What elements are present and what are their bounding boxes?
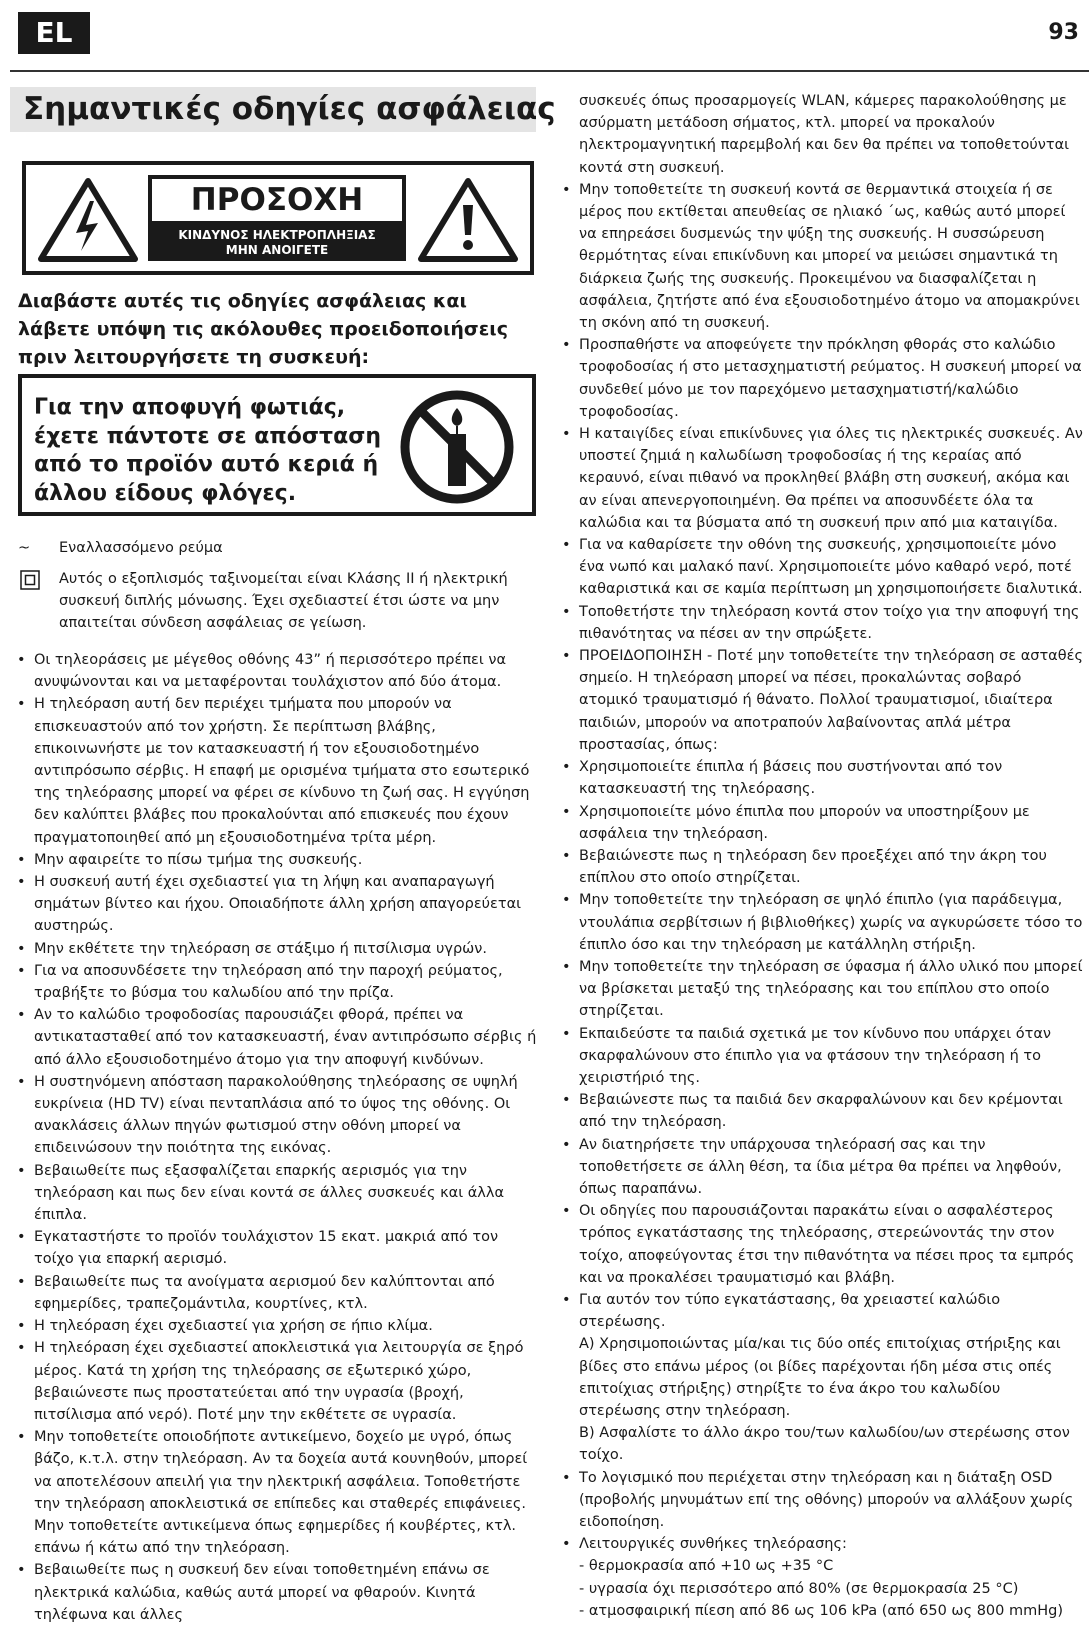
list-item: • Βεβαιωθείτε πως τα ανοίγματα αερισμού δεν καλύπτονται από εφημερίδες, τραπεζομάντιλα, κουρτίνες, κτλ. [12,1271,542,1315]
fire-warning-text: Για την αποφυγή φωτιάς, έχετε πάντοτε σε απόσταση από το προϊόν αυτό κεριά ή άλλου είδους φλόγες. [34,395,381,506]
condition-pressure: - ατμοσφαιρική πίεση από 86 ως 106 kPa (από 650 ως 800 mmHg) [579,1602,1063,1619]
list-item: • Βεβαιώνεστε πως η τηλεόραση δεν προεξέχει από την άκρη του επίπλου στο οποίο στηρίζεται. [557,845,1083,889]
list-item: • Η τηλεόραση έχει σχεδιαστεί αποκλειστικά για λειτουργία σε ξηρό μέρος. Κατά τη χρήση της τηλεόρασης σε εξωτερικό χώρο, βεβαιώνεστε πως προστατεύεται από την υγρασία (βροχή, πιτσίλισμα από νερό). Ποτέ μην την εκθέτετε σε υγρασία. [12,1337,542,1426]
list-item: • Η τηλεόραση έχει σχεδιαστεί για χρήση σε ήπιο κλίμα. [12,1315,542,1337]
install-step-a: A) Χρησιμοποιώντας μία/και τις δύο οπές επιτοίχιας στήριξης και βίδες στο επάνω μέρος (οι βίδες παρέχονται ήδη μέσα στις οπές επιτοίχιας στήριξης) στηρίξτε το ένα άκρο του καλωδίου στερέωσης στην τηλεόραση. [579,1336,1061,1419]
list-item: • Για αυτόν τον τύπο εγκατάστασης, θα χρειαστεί καλώδιο στερέωσης. [557,1289,1083,1333]
list-item: • Βεβαιωθείτε πως η συσκευή δεν είναι τοποθετημένη επάνω σε ηλεκτρικά καλώδια, καθώς αυτά μπορεί να φθαρούν. Κινητά τηλέφωνα και άλλες [12,1559,542,1626]
list-item: • Οι τηλεοράσεις με μέγεθος οθόνης 43” ή περισσότερο πρέπει να ανυψώνονται και να μεταφέρονται τουλάχιστον από δύο άτομα. [12,649,542,693]
list-item: • Η συσκευή αυτή έχει σχεδιαστεί για τη λήψη και αναπαραγωγή σημάτων βίντεο και ήχου. Οποιαδήποτε άλλη χρήση απαγορεύεται αυστηρώς. [12,871,542,938]
intro-text: Διαβάστε αυτές τις οδηγίες ασφάλειας και λάβετε υπόψη τις ακόλουθες προειδοποιήσεις πριν λειτουργήσετε τη συσκευή: [18,290,508,368]
caution-panel [148,175,406,261]
list-item: • Η καταιγίδες είναι επικίνδυνες για όλες τις ηλεκτρικές συσκευές. Αν υποστεί ζημιά η καλωδίωση τροφοδοσίας ή της κεραίας από κεραυνό, είναι πιθανό να προκληθεί βλάβη στη συσκευή, ακόμα και αν είναι απενεργοποιημένη. Θα πρέπει να αποσυνδέετε όλα τα καλώδια και τα βύσματα από τη συσκευή πριν από μια καταιγίδα. [557,423,1083,534]
right-column [557,90,1083,1622]
caution-line-2: ΜΗΝ ΑΝΟΙΓΕΤΕ [225,243,329,257]
fire-warning-box [18,374,536,516]
list-item: • Λειτουργικές συνθήκες τηλεόρασης: [557,1533,1083,1555]
list-item: • Η συστηνόμενη απόσταση παρακολούθησης τηλεόρασης σε υψηλή ευκρίνεια (HD TV) είναι πενταπλάσια από το ύψος της οθόνης. Οι ανακλάσεις άλλων πηγών φωτισμού στην οθόνη μπορεί να επιδεινώσουν την ποιότητα της εικόνας. [12,1071,542,1160]
list-item: • Τοποθετήστε την τηλεόραση κοντά στον τοίχο για την αποφυγή της πιθανότητας να πέσει αν την σπρώξετε. [557,601,1083,645]
list-item: • Η τηλεόραση αυτή δεν περιέχει τμήματα που μπορούν να επισκευαστούν από τον χρήστη. Σε περίπτωση βλάβης, επικοινωνήστε με τον κατασκευαστή ή τον εξουσιοδοτημένο αντιπρόσωπο σέρβις. Η επαφή με ορισμένα τμήματα στο εσωτερικό της τηλεόρασης μπορεί να φέρει σε κίνδυνο τη ζωή σας. Η εγγύηση δεν καλύπτει βλάβες που προκαλούνται από επισκευές που έχουν πραγματοποιηθεί από μη εξουσιοδοτημένα τρίτα μέρη. [12,693,542,848]
page-title: Σημαντικές οδηγίες ασφάλειας [10,87,536,132]
list-item: • Αν διατηρήσετε την υπάρχουσα τηλεόρασή σας και την τοποθετήσετε σε άλλη θέση, τα ίδια μέτρα θα πρέπει να ληφθούν, όπως παραπάνω. [557,1134,1083,1201]
ac-symbol-icon: ~ [18,540,31,556]
list-item: • Το λογισμικό που περιέχεται στην τηλεόραση και η διάταξη OSD (προβολής μηνυμάτων επί της οθόνης) μπορούν να αλλάξουν χωρίς ειδοποίηση. [557,1467,1083,1534]
list-item: • Μην αφαιρείτε το πίσω τμήμα της συσκευής. [12,849,542,871]
list-item: • Μην τοποθετείτε τη συσκευή κοντά σε θερμαντικά στοιχεία ή σε μέρος που εκτίθεται απευθείας σε ηλιακό ΄ως, καθώς αυτό μπορεί να επηρεάσει δυσμενώς την ψύξη της συσκευής. Η συσσώρευση θερμότητας είναι επικίνδυνη και μπορεί να μειώσει σημαντικά τη διάρκεια ζωής της συσκευής. Προκειμένου να διασφαλίζεται η ασφάλεια, ζητήστε από ένα εξουσιοδοτημένο άτομο να απομακρύνει τη σκόνη από τη συσκευή. [557,179,1083,334]
language-badge: EL [18,12,90,54]
list-item: • Μην εκθέτετε την τηλεόραση σε στάξιμο ή πιτσίλισμα υγρών. [12,938,542,960]
right-bullet-list-2 [557,1467,1083,1556]
list-item: • Μην τοποθετείτε οποιοδήποτε αντικείμενο, δοχείο με υγρό, όπως βάζο, κ.τ.λ. στην τηλεόραση. Αν τα δοχεία αυτά κουνηθούν, μπορεί να αποτελέσουν απειλή για την ηλεκτρική ασφάλεια. Τοποθετήστε την τηλεόραση αποκλειστικά σε επίπεδες και σταθερές επιφάνειες. Μην τοποθετείτε αντικείμενα όπως εφημερίδες ή κουβέρτες, κτλ. επάνω ή κάτω από την τηλεόραση. [12,1426,542,1559]
page-number: 93 [1048,20,1079,45]
no-candles-icon [398,388,516,506]
continuation-text: συσκευές όπως προσαρμογείς WLAN, κάμερες παρακολούθησης με ασύρματη μετάδοση σήματος, κτλ. μπορεί να προκαλούν ηλεκτρομαγνητική παρεμβολή και δεν θα πρέπει να τοποθετούνται κοντά στη συσκευή. [579,93,1070,176]
list-item: • Χρησιμοποιείτε έπιπλα ή βάσεις που συστήνονται από τον κατασκευαστή της τηλεόρασης. [557,756,1083,800]
electric-shock-warning-icon [36,175,140,263]
list-item: • Βεβαιώνεστε πως τα παιδιά δεν σκαρφαλώνουν και δεν κρέμονται από την τηλεόραση. [557,1089,1083,1133]
caution-heading: ΠΡΟΣΟΧΗ [152,179,402,221]
double-square-icon [20,570,40,590]
header-rule [10,70,1089,72]
ac-symbol-text: Εναλλασσόμενο ρεύμα [59,540,223,556]
list-item: • Προσπαθήστε να αποφεύγετε την πρόκληση φθοράς στο καλώδιο τροφοδοσίας ή στο μετασχηματιστή ρεύματος. Η συσκευή μπορεί να συνδεθεί μόνο με τον παρεχόμενο μετασχηματιστή/καλώδιο τροφοδοσίας. [557,334,1083,423]
list-item: • Χρησιμοποιείτε μόνο έπιπλα που μπορούν να υποστηρίξουν με ασφάλεια την τηλεόραση. [557,801,1083,845]
list-item: • Εγκαταστήστε το προϊόν τουλάχιστον 15 εκατ. μακριά από τον τοίχο για επαρκή αερισμό. [12,1226,542,1270]
left-column [12,649,542,1626]
list-item: • Για να καθαρίσετε την οθόνη της συσκευής, χρησιμοποιείτε μόνο ένα νωπό και μαλακό πανί. Χρησιμοποιείτε μόνο καθαρό νερό, ποτέ καθαριστικά και σε καμία περίπτωση μη χρησιμοποιήσετε διαλυτικά. [557,534,1083,601]
caution-label [22,161,534,275]
list-item: • Μην τοποθετείτε την τηλεόραση σε ύφασμα ή άλλο υλικό που μπορεί να βρίσκεται μεταξύ της τηλεόρασης και του επίπλου στο οποίο στηρίζεται. [557,956,1083,1023]
list-item: • Οι οδηγίες που παρουσιάζονται παρακάτω είναι ο ασφαλέστερος τρόπος εγκατάστασης της τηλεόρασης, στερεώνοντάς την στον τοίχο, αποφεύγοντας έτσι την πιθανότητα να πέσει προς τα εμπρός και να προκαλέσει τραυματισμό και βλάβη. [557,1200,1083,1289]
left-bullet-list [12,649,542,1626]
exclamation-warning-icon [416,175,520,263]
list-item: • Αν το καλώδιο τροφοδοσίας παρουσιάζει φθορά, πρέπει να αντικατασταθεί από τον κατασκευαστή, έναν αντιπρόσωπο σέρβις ή από άλλο εξουσιοδοτημένο άτομο για την αποφυγή κινδύνων. [12,1004,542,1071]
caution-line-1: ΚΙΝΔΥΝΟΣ ΗΛΕΚΤΡΟΠΛΗΞΙΑΣ [178,228,376,242]
list-item: • ΠΡΟΕΙΔΟΠΟΙΗΣΗ - Ποτέ μην τοποθετείτε την τηλεόραση σε ασταθές σημείο. Η τηλεόραση μπορεί να πέσει, προκαλώντας σοβαρό ατομικό τραυματισμό ή θάνατο. Πολλοί τραυματισμοί, ιδιαίτερα παιδιών, μπορούν να αποτραπούν λαβαίνοντας απλά μέτρα προστασίας, όπως: [557,645,1083,756]
right-bullet-list [557,179,1083,1334]
list-item: • Μην τοποθετείτε την τηλεόραση σε ψηλό έπιπλο (για παράδειγμα, ντουλάπια σερβίτσιων ή βιβλιοθήκες) χωρίς να αγκυρώσετε τόσο το έπιπλο όσο και την τηλεόραση με κατάλληλη στήριξη. [557,889,1083,956]
list-item: • Εκπαιδεύστε τα παιδιά σχετικά με τον κίνδυνο που υπάρχει όταν σκαρφαλώνουν στο έπιπλο για να φτάσουν την τηλεόραση ή το χειριστήριό της. [557,1023,1083,1090]
install-step-b: B) Ασφαλίστε το άλλο άκρο του/των καλωδίου/ων στερέωσης στον τοίχο. [579,1425,1070,1464]
list-item: • Βεβαιωθείτε πως εξασφαλίζεται επαρκής αερισμός για την τηλεόραση και πως δεν είναι κοντά σε άλλες συσκευές και άλλα έπιπλα. [12,1160,542,1227]
class2-symbol-text: Αυτός ο εξοπλισμός ταξινομείται είναι Κλάσης II ή ηλεκτρική συσκευή διπλής μόνωσης. Έχει σχεδιαστεί έτσι ώστε να μην απαιτείται σύνδεση ασφάλειας σε γείωση. [59,571,508,631]
condition-humidity: - υγρασία όχι περισσότερο από 80% (σε θερμοκρασία 25 °C) [579,1580,1019,1597]
list-item: • Για να αποσυνδέσετε την τηλεόραση από την παροχή ρεύματος, τραβήξτε το βύσμα του καλωδίου από την πρίζα. [12,960,542,1004]
condition-temperature: - θερμοκρασία από +10 ως +35 °C [579,1558,834,1575]
